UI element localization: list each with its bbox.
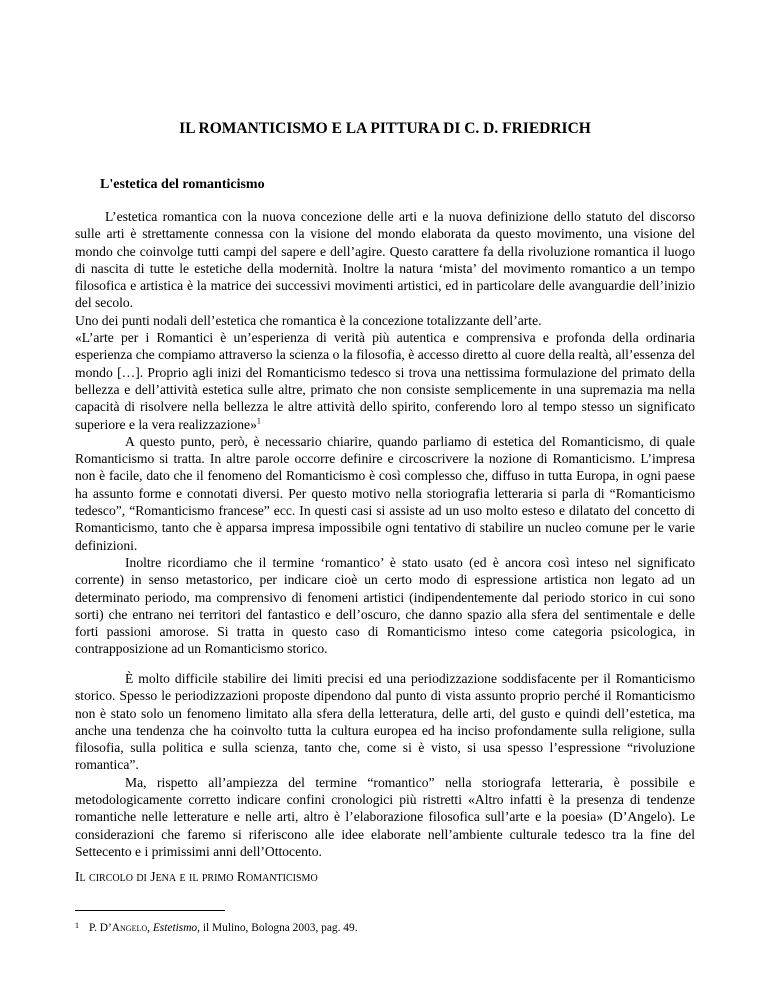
- footnote-separator: ,: [147, 922, 153, 934]
- footnote-author: P. D’Angelo: [89, 922, 148, 934]
- page-title: IL ROMANTICISMO E LA PITTURA DI C. D. FRIEDRICH: [179, 120, 591, 137]
- paragraph-7: Ma, rispetto all’ampiezza del termine “romantico” nella storiografa letteraria, è possibile e metodologicamente corretto indicare confini cronologici più ristretti «Altro infatti è la presenza di tendenze romantiche nelle letterature e nelle arti, altro è l’elaborazione filosofica sull’arte e la poesia» (D’Angelo). Le considerazioni che faremo si riferiscono alle idee elaborate nell’ambiente culturale tedesco tra la fine del Settecento e i primissimi anni dell’Ottocento.: [75, 774, 695, 859]
- text-block-periodization: [75, 670, 695, 860]
- paragraph-5: Inoltre ricordiamo che il termine ‘romantico’ è stato usato (ed è ancora così inteso nel significato corrente) in senso metastorico, per indicare cioè un certo modo di espressione artistica non legato ad un determinato periodo, ma comprensivo di fenomeni artistici (indipendentemente dal periodo storico in cui sono sorti) che entrano nei territori del fantastico e dell’oscuro, che danno spazio alla sfera del sentimentale e delle forti passioni amorose. Si tratta in questo caso di Romanticismo inteso come categoria psicologica, in contrapposizione ad un Romanticismo storico.: [75, 554, 695, 657]
- section-heading: Il circolo di Jena e il primo Romanticismo: [75, 869, 318, 884]
- paragraph-quote: [75, 329, 695, 433]
- footnote-divider: [75, 910, 225, 911]
- footnote: [75, 922, 358, 934]
- paragraph-4: A questo punto, però, è necessario chiarire, quando parliamo di estetica del Romanticismo, di quale Romanticismo si tratta. In altre parole occorre definire e circoscrivere la nozione di Romanticismo. L’impresa non è facile, dato che il fenomeno del Romanticismo è così complesso che, diffuso in tutta Europa, in ogni paese ha assunto forme e connotati diversi. Per questo motivo nella storiografia letteraria si parla di “Romanticismo tedesco”, “Romanticismo francese” ecc. In questi casi si assiste ad un uso molto esteso e dilatato del concetto di Romanticismo, tanto che è apparsa impresa impossibile ogni tentativo di stabilire un nucleo comune per le varie definizioni.: [75, 433, 695, 553]
- footnote-work: Estetismo: [152, 922, 198, 934]
- footnote-reference[interactable]: 1: [256, 416, 261, 426]
- section-subtitle: L'estetica del romanticismo: [100, 177, 265, 192]
- quote-text: «L’arte per i Romantici è un’esperienza di verità più autentica e comprensiva e profonda della ordinaria esperienza che compiamo attraverso la scienza o la filosofia, è accesso diretto al cuore della realtà, all’essenza del mondo […]. Proprio agli inizi del Romanticismo tedesco si trova una nettissima formulazione del primato della bellezza e dell’attività estetica sulle altre, primato che non consiste semplicemente in una supremazia ma nella capacità di risolvere nella bellezza le altre attività dello spirito, conferendo loro al tempo stesso un significato superiore e la vera realizzazione»: [75, 330, 695, 432]
- text-block-intro: [75, 208, 695, 658]
- paragraph-6: È molto difficile stabilire dei limiti precisi ed una periodizzazione soddisfacente per il Romanticismo storico. Spesso le periodizzazioni proposte dipendono dal punto di vista assunto proprio perché il Romanticismo non è stato solo un fenomeno limitato alla sfera della letteratura, delle arti, del gusto e quindi dell’estetica, ma anche una tendenza che ha coinvolto tutta la cultura europea ed ha inciso profondamente sulla religione, sulla filosofia, sulla politica e sulla scienza, tanto che, come si è visto, si usa spesso l’espressione “rivoluzione romantica”.: [75, 671, 695, 773]
- paragraph-1: L’estetica romantica con la nuova concezione delle arti e la nuova definizione dello statuto del discorso sulle arti è strettamente connessa con la visione del mondo elaborata da questo movimento, una visione del mondo che coinvolge tutti campi del sapere e dell’agire. Questo carattere fa della rivoluzione romantica il luogo di nascita di tutte le estetiche della modernità. Inoltre la natura ‘mista’ del movimento romantico a un tempo filosofica e artistica è la matrice dei successivi movimenti artistici, ed in particolare delle avanguardie dell’inizio del secolo.: [75, 209, 695, 311]
- footnote-number: 1: [75, 921, 79, 930]
- footnote-rest: , il Mulino, Bologna 2003, pag. 49.: [197, 922, 358, 934]
- paragraph-2: Uno dei punti nodali dell’estetica che romantica è la concezione totalizzante dell’arte.: [75, 312, 542, 328]
